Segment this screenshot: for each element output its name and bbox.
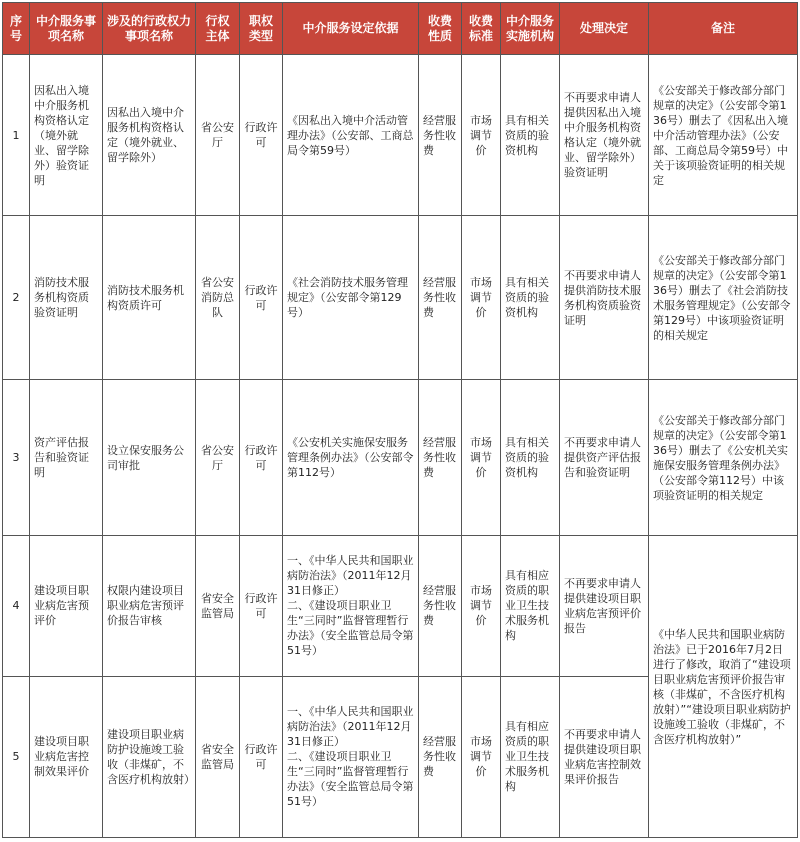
header-fee-nature: 收费性质 (419, 3, 462, 55)
header-agency: 中介服务实施机构 (501, 3, 560, 55)
power-type: 行政许可 (240, 380, 283, 536)
power-name: 设立保安服务公司审批 (103, 380, 196, 536)
row-index: 2 (3, 216, 30, 380)
power-name: 消防技术服务机构资质许可 (103, 216, 196, 380)
row-index: 3 (3, 380, 30, 536)
power-type: 行政许可 (240, 676, 283, 837)
header-power-type: 职权类型 (240, 3, 283, 55)
notes: 《公安部关于修改部分部门规章的决定》（公安部令第136号）删去了《公安机关实施保安服务管理条例办法》（公安部令第112号）中该项验资证明的相关规定 (649, 380, 798, 536)
basis: 一、《中华人民共和国职业病防治法》（2011年12月31日修正） 二、《建设项目职业卫生“三同时”监督管理暂行办法》（安全监管总局令第51号） (283, 676, 419, 837)
agency: 具有相关资质的验资机构 (501, 380, 560, 536)
decision: 不再要求申请人提供消防技术服务机构资质验资证明 (560, 216, 649, 380)
power-name: 因私出入境中介服务机构资格认定（境外就业、留学除外） (103, 55, 196, 216)
basis: 《公安机关实施保安服务管理条例办法》（公安部令第112号） (283, 380, 419, 536)
intermediary-services-table (2, 2, 798, 838)
agency: 具有相关资质的验资机构 (501, 55, 560, 216)
header-index: 序号 (3, 3, 30, 55)
agency: 具有相应资质的职业卫生技术服务机构 (501, 536, 560, 677)
table-row (3, 380, 798, 536)
fee-nature: 经营服务性收费 (419, 676, 462, 837)
header-subject: 行权主体 (196, 3, 240, 55)
basis: 一、《中华人民共和国职业病防治法》（2011年12月31日修正） 二、《建设项目职业卫生“三同时”监督管理暂行办法》（安全监管总局令第51号） (283, 536, 419, 677)
row-index: 1 (3, 55, 30, 216)
table-row (3, 55, 798, 216)
power-name: 建设项目职业病防护设施竣工验收（非煤矿，不含医疗机构放射） (103, 676, 196, 837)
basis: 《社会消防技术服务管理规定》（公安部令第129号） (283, 216, 419, 380)
agency: 具有相应资质的职业卫生技术服务机构 (501, 676, 560, 837)
fee-nature: 经营服务性收费 (419, 216, 462, 380)
header-notes: 备注 (649, 3, 798, 55)
fee-standard: 市场调节价 (462, 55, 501, 216)
power-type: 行政许可 (240, 536, 283, 677)
header-decision: 处理决定 (560, 3, 649, 55)
fee-standard: 市场调节价 (462, 380, 501, 536)
notes: 《公安部关于修改部分部门规章的决定》（公安部令第136号）删去了《因私出入境中介活动管理办法》（公安部、工商总局令第59号）中关于该项验资证明的相关规定 (649, 55, 798, 216)
table-row (3, 536, 798, 677)
service-name: 资产评估报告和验资证明 (30, 380, 103, 536)
decision: 不再要求申请人提供建设项目职业病危害预评价报告 (560, 536, 649, 677)
fee-nature: 经营服务性收费 (419, 55, 462, 216)
fee-standard: 市场调节价 (462, 216, 501, 380)
agency: 具有相关资质的验资机构 (501, 216, 560, 380)
row-index: 5 (3, 676, 30, 837)
service-name: 因私出入境中介服务机构资格认定（境外就业、留学除外）验资证明 (30, 55, 103, 216)
fee-standard: 市场调节价 (462, 676, 501, 837)
header-row (3, 3, 798, 55)
subject: 省安全监管局 (196, 536, 240, 677)
subject: 省公安厅 (196, 55, 240, 216)
basis: 《因私出入境中介活动管理办法》（公安部、工商总局令第59号） (283, 55, 419, 216)
service-name: 建设项目职业病危害控制效果评价 (30, 676, 103, 837)
subject: 省公安厅 (196, 380, 240, 536)
decision: 不再要求申请人提供建设项目职业病危害控制效果评价报告 (560, 676, 649, 837)
row-index: 4 (3, 536, 30, 677)
fee-nature: 经营服务性收费 (419, 380, 462, 536)
header-power-name: 涉及的行政权力事项名称 (103, 3, 196, 55)
notes: 《公安部关于修改部分部门规章的决定》（公安部令第136号）删去了《社会消防技术服务管理规定》（公安部令第129号）中该项验资证明的相关规定 (649, 216, 798, 380)
service-name: 建设项目职业病危害预评价 (30, 536, 103, 677)
table-row (3, 216, 798, 380)
power-type: 行政许可 (240, 216, 283, 380)
power-type: 行政许可 (240, 55, 283, 216)
header-fee-standard: 收费标准 (462, 3, 501, 55)
notes: 《中华人民共和国职业病防治法》已于2016年7月2日进行了修改，取消了“建设项目职业病危害预评价报告审核（非煤矿，不含医疗机构放射）”“建设项目职业病防护设施竣工验收（非煤矿，不含医疗机构放射）” (649, 536, 798, 838)
service-name: 消防技术服务机构资质验资证明 (30, 216, 103, 380)
subject: 省安全监管局 (196, 676, 240, 837)
header-service-name: 中介服务事项名称 (30, 3, 103, 55)
fee-standard: 市场调节价 (462, 536, 501, 677)
fee-nature: 经营服务性收费 (419, 536, 462, 677)
decision: 不再要求申请人提供资产评估报告和验资证明 (560, 380, 649, 536)
power-name: 权限内建设项目职业病危害预评价报告审核 (103, 536, 196, 677)
header-basis: 中介服务设定依据 (283, 3, 419, 55)
subject: 省公安消防总队 (196, 216, 240, 380)
decision: 不再要求申请人提供因私出入境中介服务机构资格认定（境外就业、留学除外）验资证明 (560, 55, 649, 216)
